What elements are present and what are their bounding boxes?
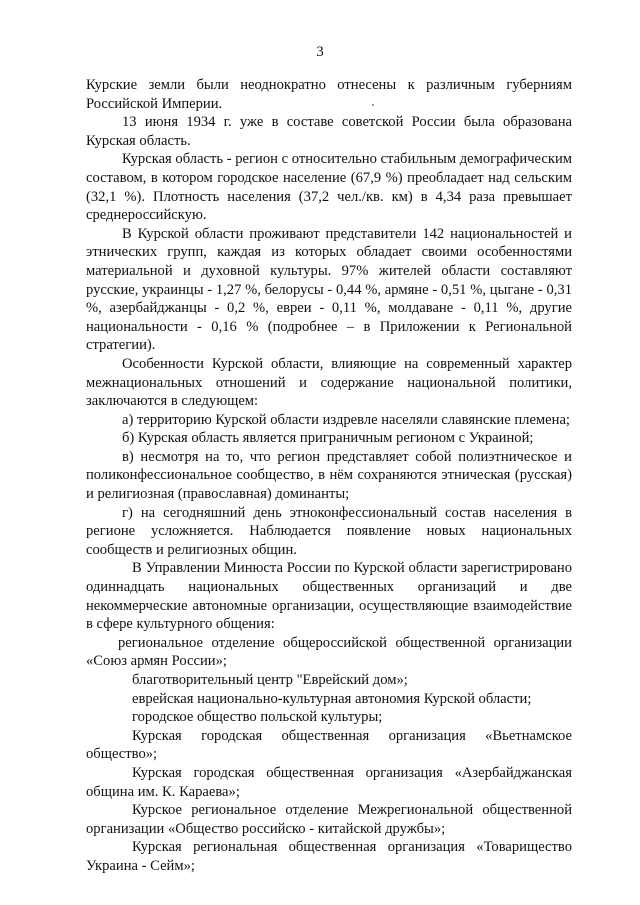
list-item: а) территорию Курской области издревле населяли славянские племена;: [122, 411, 570, 428]
paragraph: В Курской области проживают представители 142 национальностей и этнических групп, каждая из которых обладает своими особенностями материальной и духовной культуры. 97% жителей области составляют русские, украинцы - 1,27 %, белорусы - 0,44 %, армяне - 0,51 %, цыгане - 0,31 %, азербайджанцы - 0,2 %, евреи - 0,11 %, молдаване - 0,11 %, другие национальности - 0,16 % (подробнее – в Приложении к Региональной стратегии).: [86, 225, 572, 354]
organization-item: Курская региональная общественная организация «Товарищество Украина - Сейм»;: [86, 839, 572, 874]
paragraph: Особенности Курской области, влияющие на современный характер межнациональных отношений и содержание национальной политики, заключаются в следующем:: [86, 355, 572, 410]
organization-item: региональное отделение общероссийской общественной организации «Союз армян России»;: [86, 634, 572, 670]
list-item: г) на сегодняшний день этноконфессиональный состав населения в регионе усложняется. Наблюдается появление новых национальных сообществ и религиозных общин.: [86, 504, 572, 558]
list-item: в) несмотря на то, что регион представляет собой полиэтническое и поликонфессиональное сообщество, в нём сохраняются этническая (русская) и религиозная (православная) доминанты;: [86, 448, 572, 503]
organization-item: еврейская национально-культурная автономия Курской области;: [132, 690, 532, 707]
organization-item: благотворительный центр "Еврейский дом»;: [132, 672, 408, 688]
paragraph: В Управлении Минюста России по Курской области зарегистрировано одиннадцать национальных общественных организаций и две некоммерческие автономные организации, осуществляющие взаимодействие в сфере культурного общения:: [86, 560, 572, 633]
page-number: 3: [316, 44, 324, 60]
organization-item: городское общество польской культуры;: [132, 709, 383, 726]
document-body: [86, 76, 572, 876]
organization-item: Курское региональное отделение Межрегиональной общественной организации «Общество российско - китайской дружбы»;: [86, 802, 572, 837]
paragraph: 13 июня 1934 г. уже в составе советской России была образована Курская область.: [86, 114, 572, 149]
organization-item: Курская городская общественная организация «Азербайджанская община им. К. Караева»;: [86, 764, 572, 800]
organization-item: Курская городская общественная организация «Вьетнамское общество»;: [86, 727, 572, 763]
list-item: б) Курская область является приграничным регионом с Украиной;: [122, 430, 534, 447]
paragraph: Курские земли были неоднократно отнесены к различным губерниям Российской Империи.: [86, 77, 572, 112]
paragraph: Курская область - регион с относительно стабильным демографическим составом, в котором городское население (67,9 %) преобладает над сельским (32,1 %). Плотность населения (37,2 чел./кв. км) в 4,34 раза превышает среднероссийскую.: [86, 151, 572, 224]
